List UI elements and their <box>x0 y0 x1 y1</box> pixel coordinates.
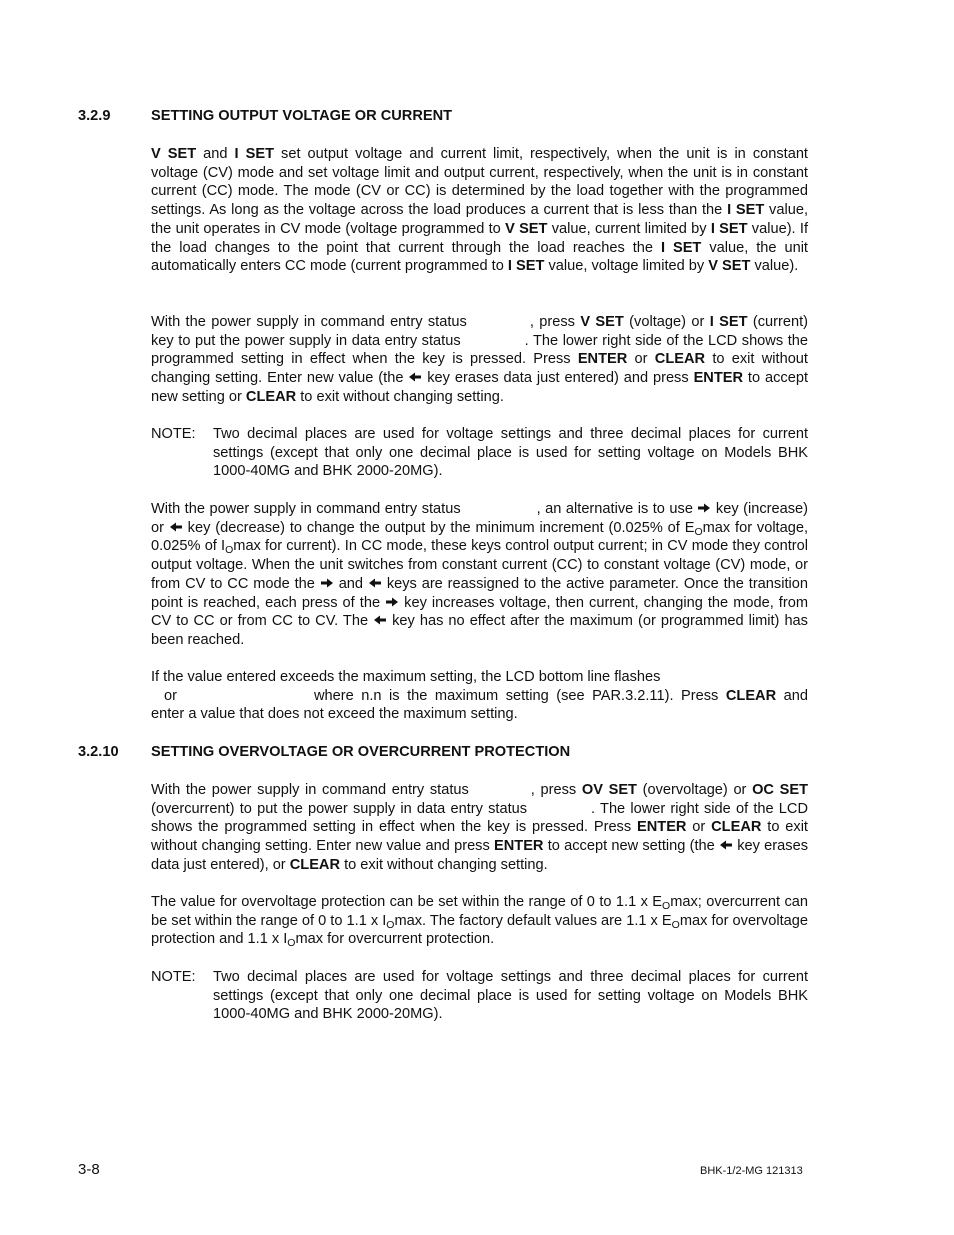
subscript: O <box>694 525 703 538</box>
text: to accept new setting or <box>151 370 808 405</box>
subscript: O <box>671 918 680 931</box>
text: to exit without changing setting. Enter new value and press <box>151 819 808 855</box>
key-label: I SET <box>709 314 748 330</box>
note-decimal-places <box>151 425 808 481</box>
text: , an alternative is to use <box>536 501 698 517</box>
section-number: 3.2.9 <box>78 108 111 124</box>
page-number: 3-8 <box>78 1161 100 1178</box>
text: (voltage) or <box>623 314 710 330</box>
text: max for current). In CC mode, these keys control output current; in CV mode they control output voltage. When the unit switches from constant current (CC) to constant voltage (CV) mode, or from CV to CC mode the <box>151 538 808 592</box>
text: max for overcurrent protection. <box>295 931 495 948</box>
key-label: V SET <box>580 314 624 330</box>
text: (overvoltage) or <box>636 782 753 798</box>
text: (current) key to put the power supply in data entry status <box>151 314 809 349</box>
right-arrow-icon <box>385 596 399 608</box>
note-text: Two decimal places are used for voltage settings and three decimal places for current settings (except that only one decimal place is used for setting voltage on Models BHK 1000-40MG and BHK 2000-20MG). <box>213 426 808 480</box>
text: . The lower right side of the LCD shows the programmed setting in effect when the key is pressed. Press <box>151 332 808 368</box>
text: to exit without changing setting. <box>296 388 504 405</box>
key-label: V SET <box>708 258 751 275</box>
text: max. The factory default values are 1.1 x E <box>394 912 672 929</box>
paragraph-ov-oc-set <box>151 781 808 875</box>
text: or <box>164 687 177 704</box>
subscript: O <box>225 544 234 557</box>
right-arrow-icon <box>697 502 711 514</box>
text: (overcurrent) to put the power supply in data entry status <box>151 800 528 817</box>
text: value). If the load changes to the point that current through the load reaches the <box>151 220 808 256</box>
subscript: O <box>386 918 395 931</box>
text: key erases data just entered), or <box>151 838 808 873</box>
text: max; overcurrent can be set within the range of 0 to 1.1 x I <box>151 894 808 929</box>
key-label: CLEAR <box>245 388 297 405</box>
note-label: NOTE: <box>151 969 196 985</box>
text: key erases data just entered) and press <box>422 370 694 387</box>
section-title: SETTING OUTPUT VOLTAGE OR CURRENT <box>151 108 453 124</box>
text: , press <box>530 782 582 798</box>
text: to accept new setting (the <box>543 838 719 855</box>
text: set output voltage and current limit, respectively, when the unit is in constant voltage (CV) mode and set voltage limit and output current, respectively, when the unit is in constant current (CC) mode. The mode (CV or CC) is determined by the load together with the programmed settings. As long as the voltage across the load produces a current that is less than the <box>151 146 808 219</box>
text: key (decrease) to change the output by the minimum increment (0.025% of E <box>182 519 695 536</box>
note-text: Two decimal places are used for voltage settings and three decimal places for current settings (except that only one decimal place is used for setting voltage on Models BHK 1000-40MG and BHK 2000-20MG). <box>213 969 808 1023</box>
section-number: 3.2.10 <box>78 744 119 760</box>
subscript: O <box>287 937 296 950</box>
key-label: I SET <box>727 202 765 219</box>
text: value, current limited by <box>547 220 711 237</box>
text: and <box>333 575 368 592</box>
key-label: CLEAR <box>654 351 706 368</box>
right-arrow-icon <box>320 577 334 589</box>
text: value, voltage limited by <box>544 258 709 275</box>
text: key increases voltage, then current, changing the mode, from CV to CC or from CC to CV. The <box>151 594 808 630</box>
key-label: CLEAR <box>711 819 762 836</box>
text: value). <box>750 258 799 275</box>
key-label: I SET <box>234 146 275 162</box>
text: and enter a value that does not exceed the maximum setting. <box>151 687 809 723</box>
text: or <box>686 819 712 836</box>
text: With the power supply in command entry status <box>151 314 467 330</box>
left-arrow-icon <box>169 521 183 533</box>
key-label: ENTER <box>637 819 687 836</box>
key-label: V SET <box>505 220 548 237</box>
document-id: BHK-1/2-MG 121313 <box>700 1165 803 1177</box>
key-label: I SET <box>710 220 748 237</box>
left-arrow-icon <box>373 614 387 626</box>
key-label: ENTER <box>693 370 744 387</box>
section-title: SETTING OVERVOLTAGE OR OVERCURRENT PROTECTION <box>151 744 571 760</box>
paragraph-vset-iset-intro <box>151 145 808 276</box>
section-heading-3-2-9 <box>78 108 452 124</box>
key-label: CLEAR <box>725 687 777 704</box>
text: max for voltage, 0.025% of I <box>151 519 809 555</box>
text: or <box>627 351 655 368</box>
text: . The lower right side of the LCD shows the programmed setting in effect when the key is pressed. Press <box>151 800 808 836</box>
text: With the power supply in command entry status <box>151 501 461 517</box>
key-label: CLEAR <box>289 856 341 873</box>
text: If the value entered exceeds the maximum setting, the LCD bottom line flashes <box>151 669 661 685</box>
section-heading-3-2-10 <box>78 744 570 760</box>
key-label: ENTER <box>494 838 544 855</box>
key-label: OC SET <box>752 782 809 798</box>
left-arrow-icon <box>408 371 422 383</box>
text: keys are reassigned to the active parameter. Once the transition point is reached, each press of the <box>151 575 808 611</box>
paragraph-protection-range <box>151 893 808 949</box>
text: to exit without changing setting. <box>340 856 548 873</box>
left-arrow-icon <box>368 577 382 589</box>
text: max for overvoltage protection and 1.1 x I <box>151 912 808 948</box>
text: The value for overvoltage protection can be set within the range of 0 to 1.1 x E <box>151 894 663 910</box>
paragraph-data-entry <box>151 313 808 407</box>
paragraph-increment-keys <box>151 500 808 650</box>
key-label: ENTER <box>577 351 628 368</box>
note-decimal-places <box>151 968 808 1024</box>
paragraph-max-setting <box>151 668 808 724</box>
left-arrow-icon <box>719 839 733 851</box>
key-label: I SET <box>660 239 702 256</box>
text: key (increase) or <box>151 501 809 536</box>
subscript: O <box>662 900 671 912</box>
text: value, the unit operates in CV mode (voltage programmed to <box>151 202 808 237</box>
key-label: I SET <box>507 258 545 275</box>
key-label: V SET <box>151 146 197 162</box>
text: where n.n is the maximum setting (see PAR.3.2.11). Press <box>313 687 726 704</box>
text: With the power supply in command entry status <box>151 782 469 798</box>
note-label: NOTE: <box>151 426 196 442</box>
text: and <box>196 146 235 162</box>
text: , press <box>529 314 581 330</box>
key-label: OV SET <box>581 782 637 798</box>
text: to exit without changing setting. Enter new value (the <box>151 351 808 387</box>
text: key has no effect after the maximum (or programmed limit) has been reached. <box>151 613 808 648</box>
text: value, the unit automatically enters CC mode (current programmed to <box>151 239 808 275</box>
